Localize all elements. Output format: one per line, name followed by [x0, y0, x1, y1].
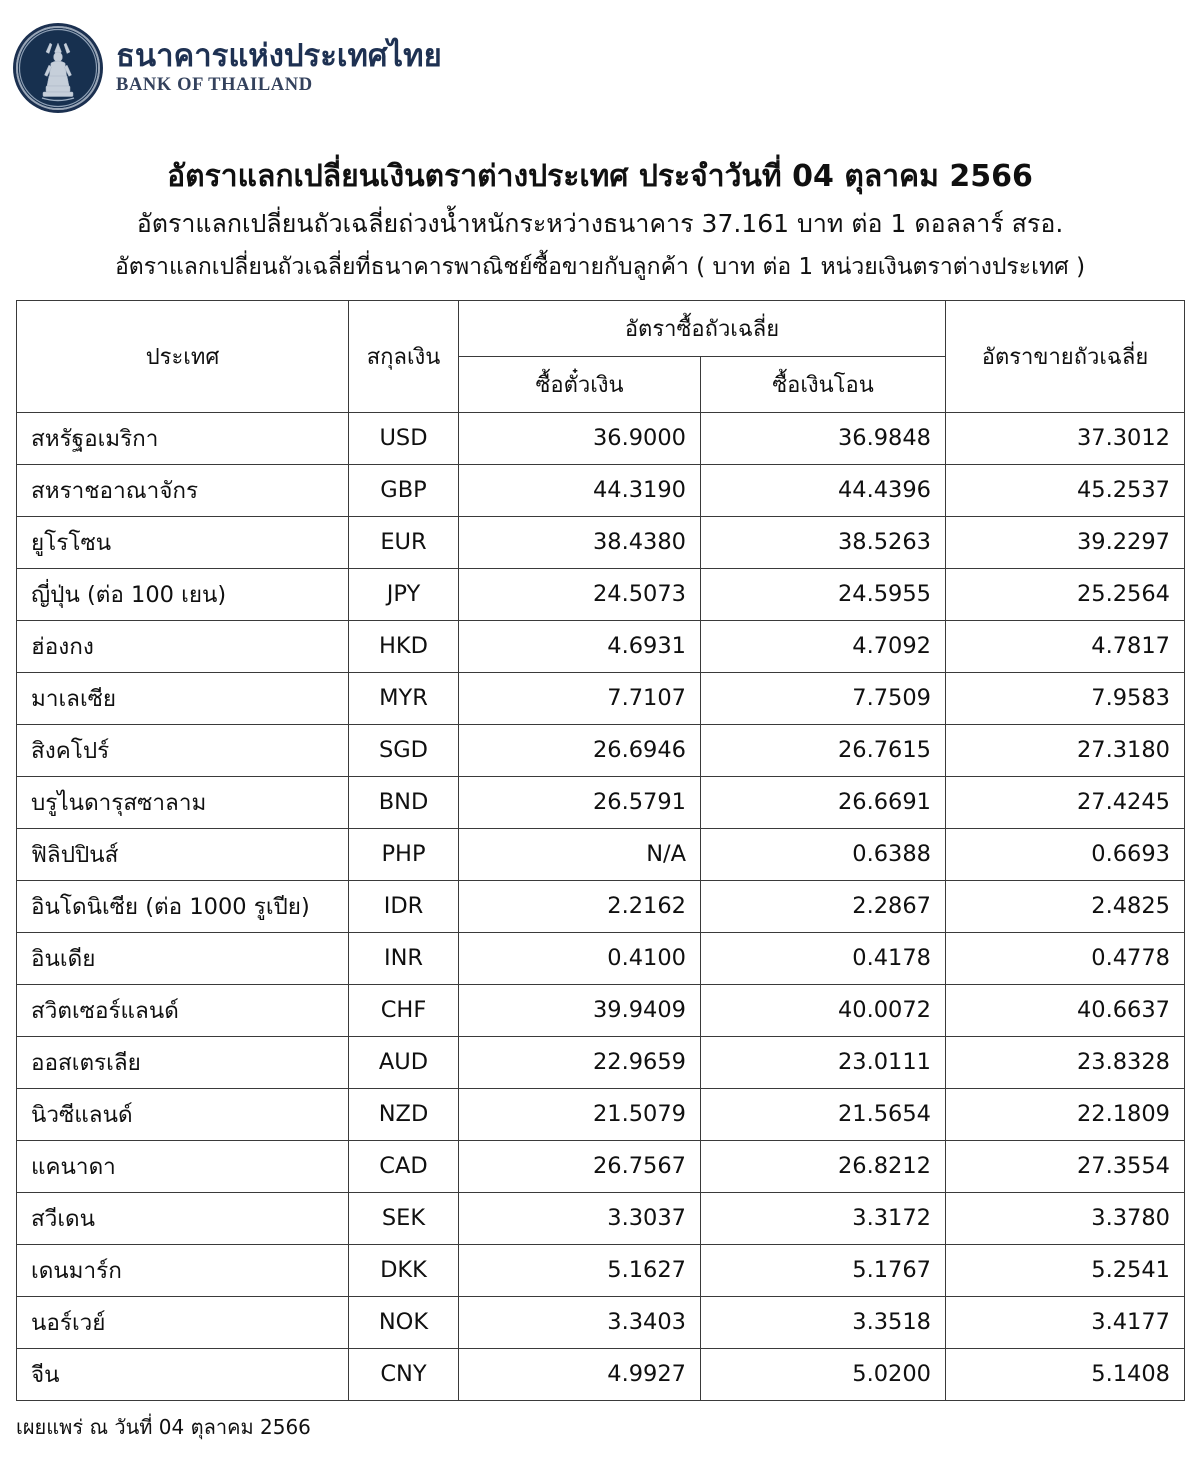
- published-date: เผยแพร่ ณ วันที่ 04 ตุลาคม 2566: [16, 1414, 311, 1439]
- cell-country: สิงคโปร์: [17, 724, 349, 776]
- cell-country: นิวซีแลนด์: [17, 1088, 349, 1140]
- cell-currency: AUD: [349, 1036, 459, 1088]
- brand-name-th: ธนาคารแห่งประเทศไทย: [116, 38, 442, 75]
- cell-currency: SGD: [349, 724, 459, 776]
- cell-buy-transfer: 5.0200: [701, 1348, 946, 1400]
- cell-buy-transfer: 2.2867: [701, 880, 946, 932]
- cell-country: สวีเดน: [17, 1192, 349, 1244]
- cell-buy-transfer: 4.7092: [701, 620, 946, 672]
- table-row: [17, 1036, 1185, 1088]
- cell-country: จีน: [17, 1348, 349, 1400]
- commercial-bank-rate-note: อัตราแลกเปลี่ยนถัวเฉลี่ยที่ธนาคารพาณิชย์ซื้อขายกับลูกค้า ( บาท ต่อ 1 หน่วยเงินตราต่างประเทศ ): [114, 253, 1086, 280]
- cell-currency: CAD: [349, 1140, 459, 1192]
- cell-buy-transfer: 0.6388: [701, 828, 946, 880]
- cell-buy-transfer: 21.5654: [701, 1088, 946, 1140]
- cell-buy-transfer: 44.4396: [701, 464, 946, 516]
- cell-sell: 37.3012: [946, 412, 1185, 464]
- cell-currency: MYR: [349, 672, 459, 724]
- cell-sell: 2.4825: [946, 880, 1185, 932]
- cell-buy-bill: 24.5073: [459, 568, 701, 620]
- cell-buy-bill: 39.9409: [459, 984, 701, 1036]
- cell-country: นอร์เวย์: [17, 1296, 349, 1348]
- cell-country: ออสเตรเลีย: [17, 1036, 349, 1088]
- cell-country: อินเดีย: [17, 932, 349, 984]
- cell-buy-transfer: 5.1767: [701, 1244, 946, 1296]
- cell-sell: 5.2541: [946, 1244, 1185, 1296]
- title-block: [0, 158, 1200, 282]
- cell-country: สวิตเซอร์แลนด์: [17, 984, 349, 1036]
- cell-currency: IDR: [349, 880, 459, 932]
- cell-country: สหราชอาณาจักร: [17, 464, 349, 516]
- cell-currency: SEK: [349, 1192, 459, 1244]
- column-header-sell-average: อัตราขายถัวเฉลี่ย: [946, 300, 1185, 412]
- table-row: [17, 880, 1185, 932]
- cell-sell: 25.2564: [946, 568, 1185, 620]
- cell-sell: 45.2537: [946, 464, 1185, 516]
- cell-country: อินโดนิเซีย (ต่อ 1000 รูเปีย): [17, 880, 349, 932]
- cell-country: มาเลเซีย: [17, 672, 349, 724]
- interbank-rate-note: อัตราแลกเปลี่ยนถัวเฉลี่ยถ่วงน้ำหนักระหว่างธนาคาร 37.161 บาท ต่อ 1 ดอลลาร์ สรอ.: [136, 208, 1064, 238]
- cell-currency: USD: [349, 412, 459, 464]
- bot-seal-icon: [16, 26, 100, 110]
- cell-buy-bill: 26.7567: [459, 1140, 701, 1192]
- column-header-buy-bill: ซื้อตั๋วเงิน: [459, 356, 701, 412]
- table-row: [17, 1192, 1185, 1244]
- cell-country: แคนาดา: [17, 1140, 349, 1192]
- table-row: [17, 776, 1185, 828]
- cell-country: ฟิลิปปินส์: [17, 828, 349, 880]
- cell-buy-bill: 4.9927: [459, 1348, 701, 1400]
- cell-buy-transfer: 0.4178: [701, 932, 946, 984]
- column-header-currency: สกุลเงิน: [349, 300, 459, 412]
- cell-currency: HKD: [349, 620, 459, 672]
- cell-sell: 27.4245: [946, 776, 1185, 828]
- cell-buy-bill: 7.7107: [459, 672, 701, 724]
- cell-currency: NZD: [349, 1088, 459, 1140]
- cell-buy-bill: 2.2162: [459, 880, 701, 932]
- cell-buy-transfer: 40.0072: [701, 984, 946, 1036]
- column-header-buy-group: อัตราซื้อถัวเฉลี่ย: [459, 300, 946, 356]
- table-row: [17, 516, 1185, 568]
- cell-sell: 27.3180: [946, 724, 1185, 776]
- cell-currency: CNY: [349, 1348, 459, 1400]
- table-head: [17, 300, 1185, 412]
- column-header-buy-transfer: ซื้อเงินโอน: [701, 356, 946, 412]
- brand-name-en: BANK OF THAILAND: [116, 75, 313, 96]
- cell-country: ญี่ปุ่น (ต่อ 100 เยน): [17, 568, 349, 620]
- cell-currency: DKK: [349, 1244, 459, 1296]
- cell-buy-bill: 26.6946: [459, 724, 701, 776]
- table-row: [17, 568, 1185, 620]
- cell-currency: INR: [349, 932, 459, 984]
- cell-buy-bill: 21.5079: [459, 1088, 701, 1140]
- exchange-rate-table: [16, 300, 1185, 1401]
- table-row: [17, 932, 1185, 984]
- cell-sell: 39.2297: [946, 516, 1185, 568]
- table-row: [17, 412, 1185, 464]
- cell-buy-transfer: 7.7509: [701, 672, 946, 724]
- cell-sell: 40.6637: [946, 984, 1185, 1036]
- cell-sell: 23.8328: [946, 1036, 1185, 1088]
- cell-buy-bill: 4.6931: [459, 620, 701, 672]
- table-header-row-primary: [17, 300, 1185, 356]
- cell-buy-transfer: 3.3172: [701, 1192, 946, 1244]
- cell-sell: 22.1809: [946, 1088, 1185, 1140]
- cell-sell: 7.9583: [946, 672, 1185, 724]
- cell-buy-bill: 5.1627: [459, 1244, 701, 1296]
- cell-buy-bill: 3.3403: [459, 1296, 701, 1348]
- cell-country: ฮ่องกง: [17, 620, 349, 672]
- table-row: [17, 1088, 1185, 1140]
- table-row: [17, 1348, 1185, 1400]
- cell-buy-transfer: 24.5955: [701, 568, 946, 620]
- brand-lockup: [116, 38, 442, 96]
- table-row: [17, 1296, 1185, 1348]
- cell-currency: EUR: [349, 516, 459, 568]
- cell-buy-bill: 3.3037: [459, 1192, 701, 1244]
- table-row: [17, 828, 1185, 880]
- cell-buy-transfer: 38.5263: [701, 516, 946, 568]
- table-row: [17, 984, 1185, 1036]
- cell-sell: 0.6693: [946, 828, 1185, 880]
- cell-currency: BND: [349, 776, 459, 828]
- cell-currency: JPY: [349, 568, 459, 620]
- table-row: [17, 724, 1185, 776]
- table-body: [17, 412, 1185, 1400]
- cell-buy-transfer: 23.0111: [701, 1036, 946, 1088]
- cell-currency: PHP: [349, 828, 459, 880]
- table-row: [17, 1244, 1185, 1296]
- cell-buy-bill: N/A: [459, 828, 701, 880]
- cell-country: บรูไนดารุสซาลาม: [17, 776, 349, 828]
- cell-currency: NOK: [349, 1296, 459, 1348]
- cell-sell: 3.4177: [946, 1296, 1185, 1348]
- cell-sell: 4.7817: [946, 620, 1185, 672]
- cell-buy-bill: 38.4380: [459, 516, 701, 568]
- cell-buy-transfer: 36.9848: [701, 412, 946, 464]
- table-row: [17, 464, 1185, 516]
- cell-buy-transfer: 26.6691: [701, 776, 946, 828]
- cell-buy-transfer: 3.3518: [701, 1296, 946, 1348]
- cell-buy-transfer: 26.8212: [701, 1140, 946, 1192]
- cell-buy-bill: 36.9000: [459, 412, 701, 464]
- cell-currency: CHF: [349, 984, 459, 1036]
- cell-sell: 0.4778: [946, 932, 1185, 984]
- page-header: [0, 0, 1200, 122]
- cell-sell: 5.1408: [946, 1348, 1185, 1400]
- cell-buy-bill: 0.4100: [459, 932, 701, 984]
- page-title: อัตราแลกเปลี่ยนเงินตราต่างประเทศ ประจำวันที่ 04 ตุลาคม 2566: [167, 159, 1033, 194]
- exchange-rate-table-wrapper: [16, 300, 1184, 1401]
- table-row: [17, 620, 1185, 672]
- table-row: [17, 1140, 1185, 1192]
- cell-sell: 27.3554: [946, 1140, 1185, 1192]
- cell-sell: 3.3780: [946, 1192, 1185, 1244]
- cell-buy-bill: 44.3190: [459, 464, 701, 516]
- cell-country: ยูโรโซน: [17, 516, 349, 568]
- cell-country: สหรัฐอเมริกา: [17, 412, 349, 464]
- cell-buy-transfer: 26.7615: [701, 724, 946, 776]
- cell-buy-bill: 22.9659: [459, 1036, 701, 1088]
- column-header-country: ประเทศ: [17, 300, 349, 412]
- cell-currency: GBP: [349, 464, 459, 516]
- table-row: [17, 672, 1185, 724]
- cell-country: เดนมาร์ก: [17, 1244, 349, 1296]
- cell-buy-bill: 26.5791: [459, 776, 701, 828]
